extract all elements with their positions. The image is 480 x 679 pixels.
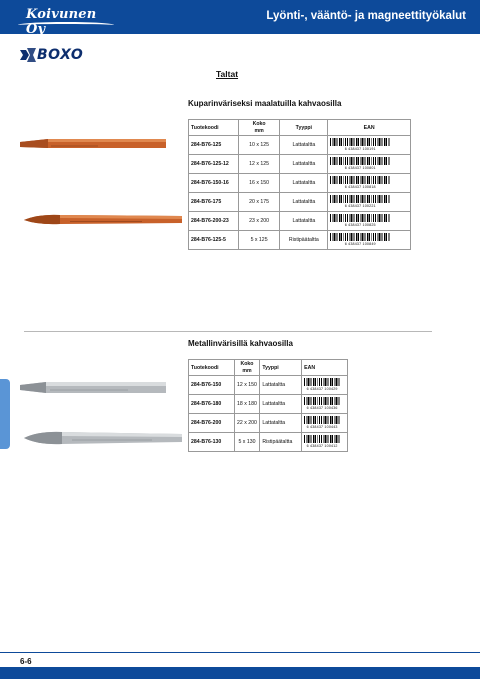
size-cell: 20 x 175 xyxy=(238,193,280,212)
size-cell: 22 x 200 xyxy=(234,414,260,433)
column-header-type: Tyyppi xyxy=(260,360,302,376)
header-title: Lyönti-, vääntö- ja magneettityökalut xyxy=(266,10,466,22)
type-cell: Lattataltta xyxy=(260,376,302,395)
barcode-bars xyxy=(330,233,390,241)
barcode-image xyxy=(304,378,340,391)
ean-number: 6 438437 100443 xyxy=(306,424,338,429)
table-row xyxy=(189,231,411,250)
ean-number: 6 438437 100429 xyxy=(306,386,338,391)
size-cell: 12 x 150 xyxy=(234,376,260,395)
barcode-image xyxy=(330,157,390,170)
type-cell: Lattataltta xyxy=(260,395,302,414)
boxo-logo-text: BOXO xyxy=(37,47,84,63)
table-row xyxy=(189,395,348,414)
ean-number: 6 438437 100221 xyxy=(344,203,376,208)
table-row xyxy=(189,136,411,155)
company-logo-text: Koivunen Oy xyxy=(26,7,97,37)
barcode-image xyxy=(330,214,390,227)
ean-cell xyxy=(328,174,411,193)
chapter-tab xyxy=(0,379,10,449)
ean-number: 6 438437 100849 xyxy=(344,241,376,246)
type-cell: Lattataltta xyxy=(280,155,328,174)
ean-number: 6 438437 100412 xyxy=(306,443,338,448)
product-code-cell: 284-B76-125-5 xyxy=(189,231,239,250)
company-logo xyxy=(18,4,118,37)
footer-rule xyxy=(0,652,480,653)
barcode-bars xyxy=(304,397,340,405)
product-code-cell: 284-B76-125-12 xyxy=(189,155,239,174)
barcode-bars xyxy=(330,138,390,146)
ean-number: 6 438437 100191 xyxy=(344,146,376,151)
cape-chisel-copper-image xyxy=(22,211,184,229)
barcode-image xyxy=(330,138,390,151)
chisel-table-metal xyxy=(188,359,348,452)
ean-cell xyxy=(328,231,411,250)
logo-swoosh xyxy=(18,22,114,28)
column-header-code: Tuotekoodi xyxy=(189,360,235,376)
section-divider xyxy=(24,331,432,332)
table2-heading: Metallinvärisillä kahvaosilla xyxy=(188,339,293,348)
barcode-bars xyxy=(304,416,340,424)
column-header-code: Tuotekoodi xyxy=(189,120,239,136)
barcode-bars xyxy=(330,214,390,222)
barcode-bars xyxy=(330,176,390,184)
ean-cell xyxy=(302,395,348,414)
column-header-type: Tyyppi xyxy=(280,120,328,136)
type-cell: Lattataltta xyxy=(260,414,302,433)
boxo-logo-mark-icon xyxy=(20,48,36,62)
table-row xyxy=(189,193,411,212)
type-cell: Ristipäätaltta xyxy=(280,231,328,250)
product-code-cell: 284-B76-150-16 xyxy=(189,174,239,193)
size-cell: 23 x 200 xyxy=(238,212,280,231)
ean-cell xyxy=(328,136,411,155)
barcode-image xyxy=(330,195,390,208)
product-code-cell: 284-B76-150 xyxy=(189,376,235,395)
type-cell: Ristipäätaltta xyxy=(260,433,302,452)
barcode-image xyxy=(304,416,340,429)
barcode-bars xyxy=(304,378,340,386)
barcode-image xyxy=(304,435,340,448)
table-row xyxy=(189,414,348,433)
header-bar xyxy=(0,0,480,37)
ean-cell xyxy=(302,414,348,433)
barcode-bars xyxy=(330,157,390,165)
size-cell: 5 x 125 xyxy=(238,231,280,250)
ean-number: 6 438437 100825 xyxy=(344,222,376,227)
table-header-row xyxy=(189,360,348,376)
table-row xyxy=(189,212,411,231)
ean-cell xyxy=(302,376,348,395)
table-row xyxy=(189,433,348,452)
table1-heading: Kuparinväriseksi maalatuilla kahvaosilla xyxy=(188,99,342,108)
column-header-size xyxy=(234,360,260,376)
type-cell: Lattataltta xyxy=(280,136,328,155)
size-cell: 5 x 130 xyxy=(234,433,260,452)
column-header-size-label: Koko mm xyxy=(252,121,266,134)
product-code-cell: 284-B76-130 xyxy=(189,433,235,452)
ean-cell xyxy=(302,433,348,452)
table-row xyxy=(189,174,411,193)
boxo-logo xyxy=(20,47,100,63)
product-code-cell: 284-B76-175 xyxy=(189,193,239,212)
barcode-image xyxy=(330,176,390,189)
barcode-image xyxy=(330,233,390,246)
barcode-bars xyxy=(330,195,390,203)
ean-cell xyxy=(328,155,411,174)
footer-bar xyxy=(0,667,480,679)
size-cell: 10 x 125 xyxy=(238,136,280,155)
product-code-cell: 284-B76-200 xyxy=(189,414,235,433)
chisel-table-copper xyxy=(188,119,411,250)
size-cell: 16 x 150 xyxy=(238,174,280,193)
barcode-image xyxy=(304,397,340,410)
table-row xyxy=(189,376,348,395)
ean-number: 6 438437 100818 xyxy=(344,184,376,189)
ean-cell xyxy=(328,212,411,231)
barcode-bars xyxy=(304,435,340,443)
page-number: 6-6 xyxy=(20,657,32,666)
section-title: Taltat xyxy=(216,69,239,79)
column-header-size xyxy=(238,120,280,136)
size-cell: 12 x 125 xyxy=(238,155,280,174)
type-cell: Lattataltta xyxy=(280,193,328,212)
column-header-ean: EAN xyxy=(302,360,348,376)
ean-cell xyxy=(328,193,411,212)
ean-number: 6 438437 100801 xyxy=(344,165,376,170)
table-header-row xyxy=(189,120,411,136)
product-code-cell: 284-B76-180 xyxy=(189,395,235,414)
size-cell: 18 x 180 xyxy=(234,395,260,414)
product-code-cell: 284-B76-125 xyxy=(189,136,239,155)
flat-chisel-metal-image xyxy=(18,378,168,398)
flat-chisel-copper-image xyxy=(18,134,168,156)
type-cell: Lattataltta xyxy=(280,212,328,231)
type-cell: Lattataltta xyxy=(280,174,328,193)
column-header-ean: EAN xyxy=(328,120,411,136)
product-code-cell: 284-B76-200-23 xyxy=(189,212,239,231)
column-header-size-label: Koko mm xyxy=(240,361,254,374)
cape-chisel-metal-image xyxy=(22,428,184,448)
table-row xyxy=(189,155,411,174)
ean-number: 6 438437 100436 xyxy=(306,405,338,410)
